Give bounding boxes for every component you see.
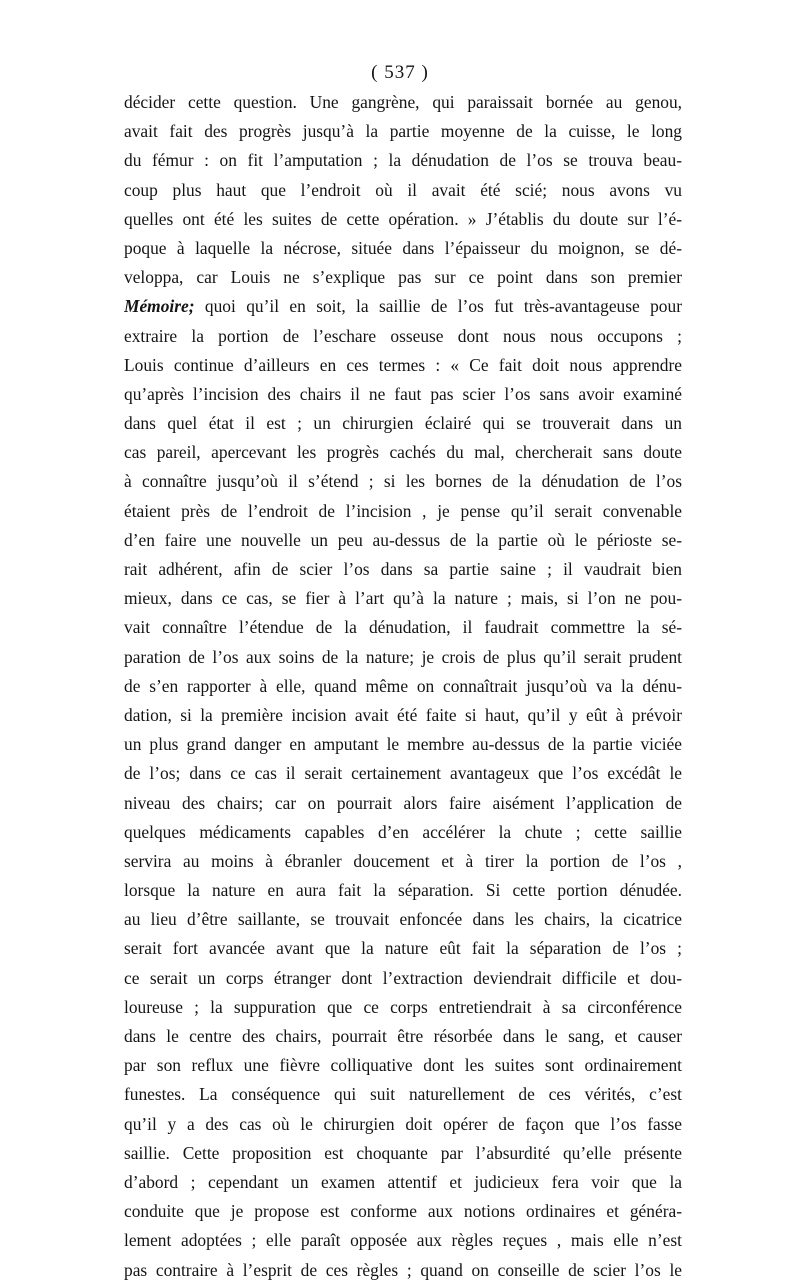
text-line: au lieu d’être saillante, se trouvait enfoncée dans les chairs, la cicatrice <box>124 909 682 930</box>
text-line: funestes. La conséquence qui suit naturellement de ces vérités, c’est <box>124 1084 682 1105</box>
text-line: un plus grand danger en amputant le membre au-dessus de la partie viciée <box>124 734 682 755</box>
text-line: dation, si la première incision avait été faite si haut, qu’il y eût à prévoir <box>124 704 682 725</box>
text-line: lorsque la nature en aura fait la séparation. Si cette portion dénudée. <box>124 880 682 901</box>
text-line-rest: quoi qu’il en soit, la saillie de l’os fut très-avantageuse pour <box>194 296 682 317</box>
text-line: extraire la portion de l’eschare osseuse dont nous nous occupons ; <box>124 325 682 346</box>
text-line: poque à laquelle la nécrose, située dans l’épaisseur du moignon, se dé- <box>124 237 682 258</box>
text-line: veloppa, car Louis ne s’explique pas sur ce point dans son premier <box>124 267 682 288</box>
text-line: du fémur : on fit l’amputation ; la dénudation de l’os se trouva beau- <box>124 150 682 171</box>
text-line: loureuse ; la suppuration que ce corps entretiendrait à sa circonférence <box>124 996 682 1017</box>
text-line: cas pareil, apercevant les progrès cachés du mal, chercherait sans doute <box>124 442 682 463</box>
text-line: qu’après l’incision des chairs il ne faut pas scier l’os sans avoir examiné <box>124 383 682 404</box>
text-line: rait adhérent, afin de scier l’os dans sa partie saine ; il vaudrait bien <box>124 559 682 579</box>
text-line: à connaître jusqu’où il s’étend ; si les bornes de la dénudation de l’os <box>124 471 682 492</box>
text-line: qu’il y a des cas où le chirurgien doit opérer de façon que l’os fasse <box>124 1113 682 1134</box>
text-line: avait fait des progrès jusqu’à la partie moyenne de la cuisse, le long <box>124 121 682 142</box>
text-line: dans quel état il est ; un chirurgien éclairé qui se trouverait dans un <box>124 413 682 434</box>
text-line: pas contraire à l’esprit de ces règles ; quand on conseille de scier l’os le <box>124 1259 682 1280</box>
text-line: lement adoptées ; elle paraît opposée aux règles reçues , mais elle n’est <box>124 1230 682 1251</box>
text-line: serait fort avancée avant que la nature eût fait la séparation de l’os ; <box>124 938 682 959</box>
text-line: décider cette question. Une gangrène, qui paraissait bornée au genou, <box>124 92 682 112</box>
text-line: d’en faire une nouvelle un peu au-dessus de la partie où le périoste se- <box>124 529 682 550</box>
body-text <box>124 88 682 1285</box>
text-line: par son reflux une fièvre colliquative dont les suites sont ordinairement <box>124 1055 682 1076</box>
text-line: niveau des chairs; car on pourrait alors faire aisément l’application de <box>124 792 682 813</box>
text-line: Louis continue d’ailleurs en ces termes : « Ce fait doit nous apprendre <box>124 354 682 375</box>
text-line: conduite que je propose est conforme aux notions ordinaires et généra- <box>124 1201 682 1222</box>
text-line: dans le centre des chairs, pourrait être résorbée dans le sang, et causer <box>124 1026 682 1046</box>
text-line: servira au moins à ébranler doucement et à tirer la portion de l’os , <box>124 850 682 871</box>
text-line: de s’en rapporter à elle, quand même on connaîtrait jusqu’où va la dénu- <box>124 675 682 696</box>
text-line: mieux, dans ce cas, se fier à l’art qu’à la nature ; mais, si l’on ne pou- <box>124 588 682 609</box>
text-line-italic-start <box>124 292 682 321</box>
text-line: étaient près de l’endroit de l’incision , je pense qu’il serait convenable <box>124 500 682 521</box>
text-line: ce serait un corps étranger dont l’extraction deviendrait difficile et dou- <box>124 967 682 988</box>
text-line: d’abord ; cependant un examen attentif et judicieux fera voir que la <box>124 1171 682 1192</box>
text-line: saillie. Cette proposition est choquante par l’absurdité qu’elle présente <box>124 1142 682 1163</box>
text-line: quelques médicaments capables d’en accélérer la chute ; cette saillie <box>124 821 682 842</box>
text-line: de l’os; dans ce cas il serait certainement avantageux que l’os excédât le <box>124 763 682 784</box>
italic-title: Mémoire; <box>124 296 195 317</box>
page-number: ( 537 ) <box>371 62 429 83</box>
text-line: vait connaître l’étendue de la dénudation, il faudrait commettre la sé- <box>124 617 682 638</box>
text-line: paration de l’os aux soins de la nature; je crois de plus qu’il serait prudent <box>124 646 682 667</box>
text-line: quelles ont été les suites de cette opération. » J’établis du doute sur l’é- <box>124 208 682 229</box>
text-line: coup plus haut que l’endroit où il avait été scié; nous avons vu <box>124 179 682 200</box>
